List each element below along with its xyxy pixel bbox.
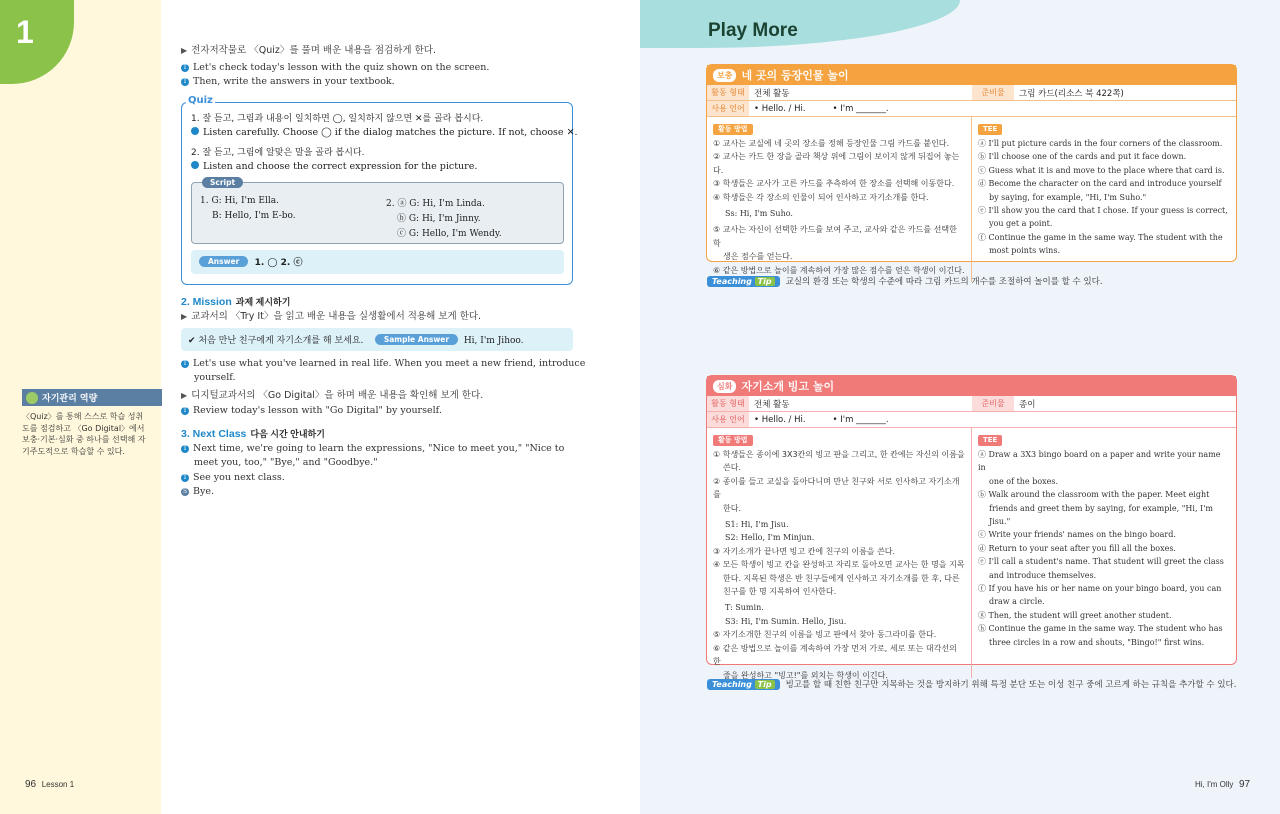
next-line: T Next time, we're going to learn the expressions, "Nice to meet you," "Nice to: [182, 443, 565, 454]
row-value: 그림 카드(리소스 북 422쪽): [1019, 88, 1124, 99]
tee-label: TEE: [978, 124, 1002, 135]
mission-line: yourself.: [194, 372, 236, 383]
next-line: T See you next class.: [182, 472, 285, 483]
row-key: 준비물: [972, 85, 1014, 100]
activity-2: [706, 375, 1237, 680]
row-value: 전체 활동: [754, 399, 790, 410]
competency-title: 자기관리 역량: [42, 394, 98, 404]
script-label: Script: [202, 177, 243, 188]
competency-icon: [26, 392, 38, 404]
row-key: 사용 언어: [707, 412, 749, 427]
sample-answer-label: Sample Answer: [375, 334, 458, 345]
intro-line: ▶ 전자저작물로 〈Quiz〉를 풀며 배운 내용을 점검하게 한다.: [181, 45, 436, 56]
answer-label: Answer: [199, 256, 248, 267]
competency-text: 〈Quiz〉를 통해 스스로 학습 성취도를 점검하고 〈Go Digital〉에서 보충·기본·심화 중 하나를 선택해 자기주도적으로 학습할 수 있다.: [22, 412, 146, 456]
answer-box: [191, 250, 564, 274]
script-line: ⓑ G: Hi, I'm Jinny.: [397, 214, 481, 224]
script-line: ⓒ G: Hello, I'm Wendy.: [397, 229, 502, 239]
row-key: 활동 형태: [707, 85, 749, 100]
intro-line: T Let's check today's lesson with the quiz shown on the screen.: [182, 62, 490, 73]
page-number-right: Hi, I'm Olly 97: [1195, 779, 1251, 790]
next-class-heading: 3. Next Class 다음 시간 안내하기: [181, 428, 325, 440]
sidebar: [0, 0, 161, 814]
quiz-q1-en: Listen carefully. Choose ◯ if the dialog matches the picture. If not, choose ✕.: [191, 127, 578, 138]
intro-line: T Then, write the answers in your textbook.: [182, 76, 395, 87]
next-line: S Bye.: [182, 486, 214, 497]
method-label: 활동 방법: [713, 435, 753, 446]
competency-box: [22, 389, 162, 457]
quiz-q1: 1. 잘 듣고, 그림과 내용이 일치하면 ◯, 일치하지 않으면 ✕를 골라 봅시다.: [191, 114, 484, 124]
mission-heading: 2. Mission 과제 제시하기: [181, 296, 291, 308]
page-number-left: 96 Lesson 1: [25, 779, 75, 790]
mission-line: T Review today's lesson with "Go Digital" by yourself.: [182, 405, 442, 416]
row-value: • Hello. / Hi. • I'm _______.: [754, 414, 889, 425]
script-line: B: Hello, I'm E-bo.: [212, 211, 296, 221]
method-column: 활동 방법 ① 학생들은 종이에 3X3칸의 빙고 판을 그리고, 한 칸에는 자신의 이름을 쓴다. ② 종이를 들고 교실을 돌아다니며 만난 친구와 서로 인사하고 자기소개를 한다. S1: Hi, I'm Jisu. S2: Hello, I'm Minjun. ③ 자기소개가 끝나면 빙고 칸에 친구의 이름을 쓴다. ④ 모든 학생이 빙고 칸을 완성하고 자리로 돌아오면 교사는 한 명을 지목 한다. 지목된 학생은 반 친구들에게 인사하고 자기소개를 한 후, 다른 친구를 한 명 지목하여 인사한다. T: Sumin. S3: Hi, I'm Sumin. Hello, Jisu. ⑤ 자기소개한 친구의 이름을 빙고 판에서 찾아 동그라미를 한다. ⑥ 같은 방법으로 놀이를 계속하여 가장 먼저 가로, 세로 또는 대각선의 한 줄을 완성하고 "빙고!"를 외치는 학생이 이긴다.: [707, 428, 972, 678]
quiz-box: [181, 95, 578, 285]
next-line: meet you, too," "Bye," and "Goodbye.": [194, 457, 378, 468]
mission-line: ▶ 디지털교과서의 〈Go Digital〉을 하며 배운 내용을 확인해 보게 한다.: [181, 390, 484, 401]
play-more-title: Play More: [708, 20, 798, 41]
row-value: 종이: [1019, 399, 1036, 410]
mission-box: ✔ 처음 만난 친구에게 자기소개를 해 보세요. Sample Answer Hi, I'm Jihoo.: [181, 328, 573, 351]
method-column: 활동 방법 ① 교사는 교실에 네 곳의 장소를 정해 등장인물 그림 카드를 붙인다. ② 교사는 카드 한 장을 골라 책상 위에 그림이 보이지 않게 뒤집어 놓는다. ③ 학생들은 교사가 고른 카드를 추측하여 한 장소를 선택해 이동한다. ④ 학생들은 각 장소의 인물이 되어 인사하고 자기소개를 한다. Ss: Hi, I'm Suho. ⑤ 교사는 자신이 선택한 카드를 보여 주고, 교사와 같은 카드를 선택한 학 생은 점수를 얻는다. ⑥ 같은 방법으로 놀이를 계속하여 가장 많은 점수를 얻은 학생이 이긴다.: [707, 117, 972, 282]
lesson-number: 1: [16, 14, 34, 50]
answer-text: 1. ◯ 2. ⓒ: [254, 258, 303, 268]
activity-1: [706, 64, 1237, 275]
script-line: 2. ⓐ G: Hi, I'm Linda.: [386, 199, 485, 209]
tee-column: TEE ⓐ I'll put picture cards in the four corners of the classroom. ⓑ I'll choose one of the cards and put it face down. ⓒ Guess what it is and move to the place where that card is. ⓓ Become the character on the card and introduce yourself by saying, for example, "Hi, I'm Suho." ⓔ I'll show you the card that I chose. If your guess is correct, you get a point. ⓕ Continue the game in the same way. The student with the most points wins.: [978, 125, 1228, 256]
row-key: 준비물: [972, 396, 1014, 411]
mission-line: T Let's use what you've learned in real life. When you meet a new friend, introduce: [182, 358, 586, 369]
row-key: 활동 형태: [707, 396, 749, 411]
quiz-label: Quiz: [188, 95, 213, 106]
teaching-tip-1: Teaching Tip 교실의 환경 또는 학생의 수준에 따라 그림 카드의 개수를 조절하여 놀이를 할 수 있다.: [707, 275, 1103, 287]
quiz-q2: 2. 잘 듣고, 그림에 알맞은 말을 골라 봅시다.: [191, 148, 365, 158]
quiz-q2-en: Listen and choose the correct expression for the picture.: [191, 161, 477, 172]
mission-line: ▶ 교과서의 〈Try It〉을 읽고 배운 내용을 실생활에서 적용해 보게 한다.: [181, 311, 482, 322]
tee-column: TEE ⓐ Draw a 3X3 bingo board on a paper and write your name in one of the boxes. ⓑ Walk around the classroom with the paper. Meet eight friends and greet them by saying, for example, "Hi, I'm Jisu." ⓒ Write your friends' names on the bingo board. ⓓ Return to your seat after you fill all the boxes. ⓔ I'll call a student's name. That student will greet the class and introduce themselves. ⓕ If you have his or her name on your bingo board, you can draw a circle. ⓖ Then, the student will greet another student. ⓗ Continue the game in the same way. The student who has three circles in a row and shouts, "Bingo!" first wins.: [978, 436, 1224, 647]
activity-tag: 심화: [713, 380, 736, 393]
activity-title: 자기소개 빙고 놀이: [741, 380, 835, 393]
method-label: 활동 방법: [713, 124, 753, 135]
row-key: 사용 언어: [707, 101, 749, 116]
script-line: 1. G: Hi, I'm Ella.: [200, 196, 279, 206]
teaching-tip-2: Teaching Tip 빙고를 할 때 친한 친구만 지목하는 것을 방지하기 위해 특정 분단 또는 이성 친구 중에 고르게 하는 규칙을 추가할 수 있다.: [707, 678, 1236, 690]
lesson-badge: [0, 0, 74, 84]
activity-tag: 보충: [713, 69, 736, 82]
row-value: • Hello. / Hi. • I'm _______.: [754, 103, 889, 114]
activity-title: 네 곳의 등장인물 놀이: [741, 69, 849, 82]
row-value: 전체 활동: [754, 88, 790, 99]
tee-label: TEE: [978, 435, 1002, 446]
script-box: [191, 178, 564, 244]
